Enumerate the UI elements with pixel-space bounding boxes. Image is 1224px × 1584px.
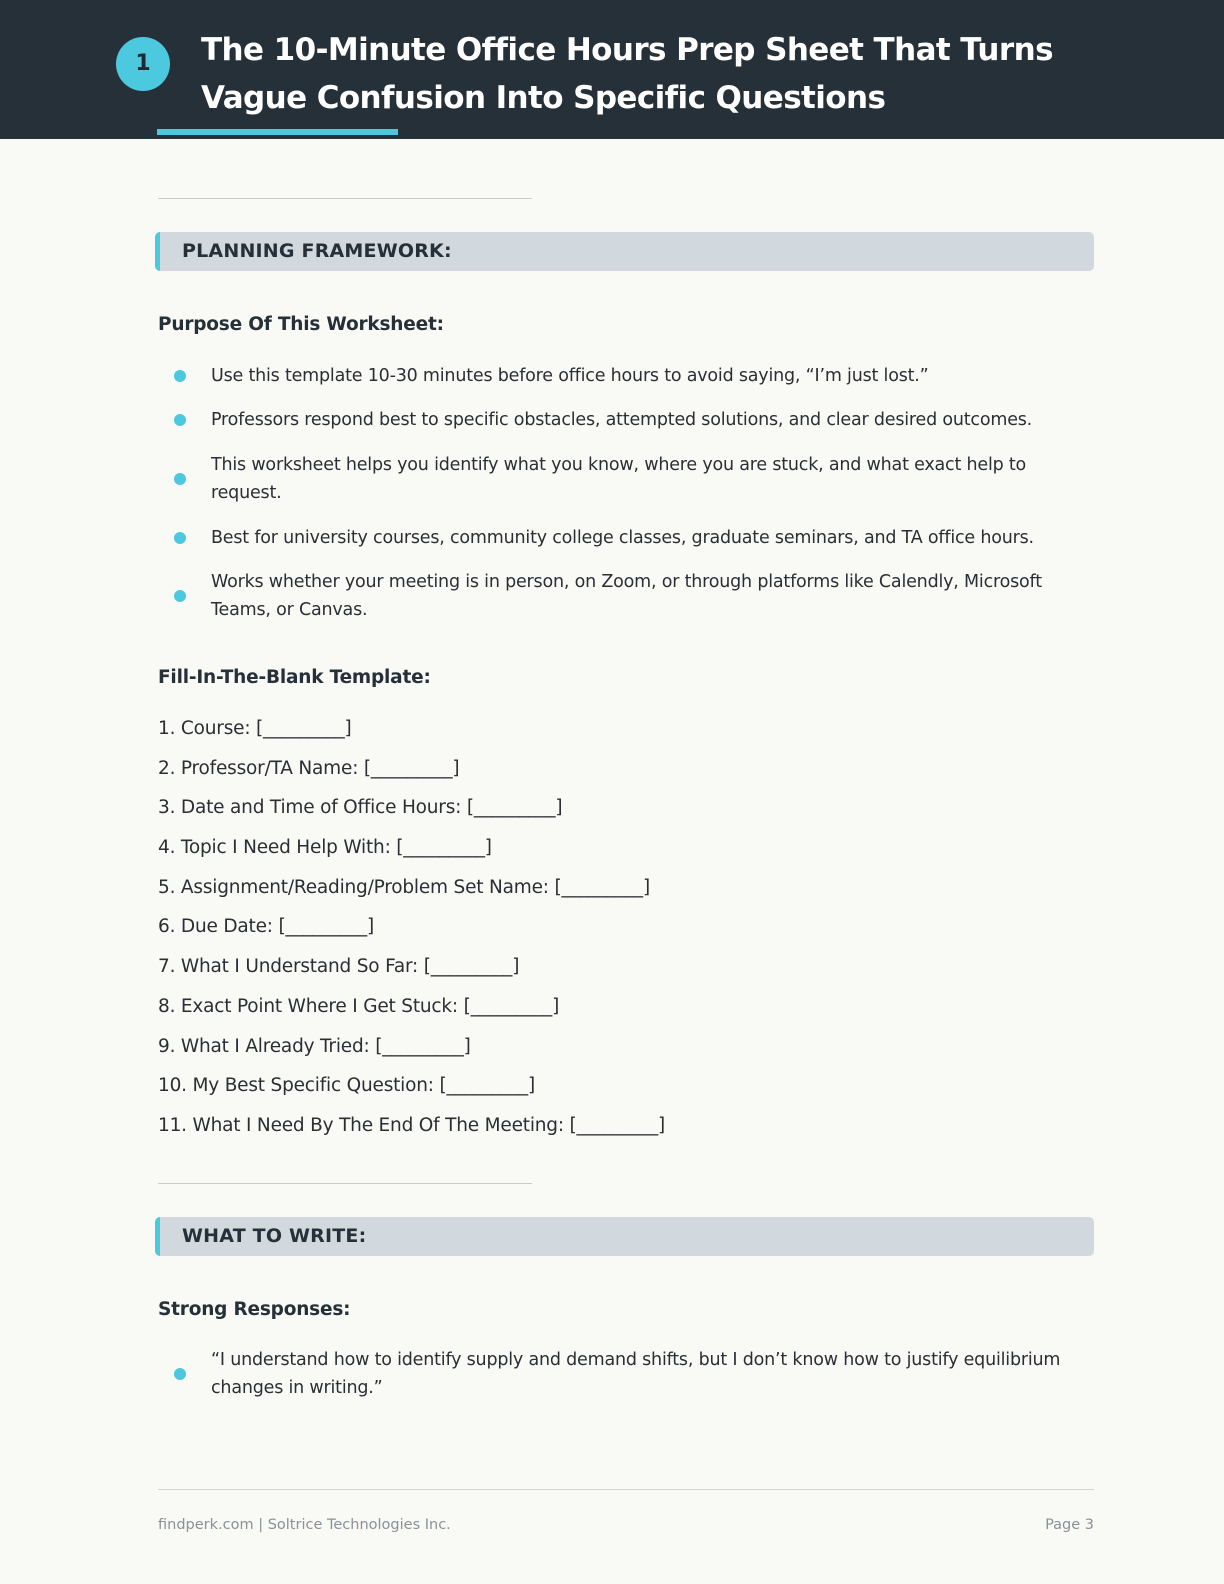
title-accent-bar [157,129,398,135]
section-divider [158,1183,532,1184]
template-item: 1. Course: [_________] [158,718,352,739]
bullet-dot-icon [174,532,186,544]
template-item: 2. Professor/TA Name: [_________] [158,757,460,779]
section-banner-planning [155,232,1094,271]
template-item: 11. What I Need By The End Of The Meeting: [_________] [158,1114,666,1136]
section-banner-label: WHAT TO WRITE: [182,1225,367,1247]
page-header [0,0,1224,139]
fill-in-template-list [158,716,665,1153]
template-item: 6. Due Date: [_________] [158,916,374,938]
template-item: 9. What I Already Tried: [_________] [158,1035,471,1057]
footer-divider [158,1489,1094,1490]
chapter-number-badge: 1 [116,37,170,91]
bullet-text: Use this template 10-30 minutes before office hours to avoid saying, “I’m just lost.” [211,366,929,386]
template-item: 10. My Best Specific Question: [_________] [158,1075,535,1097]
purpose-heading: Purpose Of This Worksheet: [158,314,444,335]
page-number: Page 3 [1045,1517,1094,1533]
bullet-dot-icon [174,370,186,382]
template-heading: Fill-In-The-Blank Template: [158,667,431,688]
strong-responses-heading: Strong Responses: [158,1299,351,1320]
bullet-dot-icon [174,414,186,426]
section-banner-what-to-write [155,1217,1094,1256]
footer-company: findperk.com | Soltrice Technologies Inc. [158,1517,451,1533]
template-item: 5. Assignment/Reading/Problem Set Name: [_________] [158,876,650,898]
bullet-text: Professors respond best to specific obstacles, attempted solutions, and clear desired outcomes. [211,410,1033,430]
bullet-text: This worksheet helps you identify what you know, where you are stuck, and what exact help to request. [211,455,1027,503]
template-item: 3. Date and Time of Office Hours: [_________] [158,797,563,819]
template-item: 7. What I Understand So Far: [_________] [158,956,520,978]
bullet-dot-icon [174,590,186,602]
section-divider [158,198,532,199]
bullet-text: “I understand how to identify supply and demand shifts, but I don’t know how to justify equilibrium changes in writing.” [211,1350,1061,1398]
section-banner-label: PLANNING FRAMEWORK: [182,240,452,262]
bullet-dot-icon [174,1368,186,1380]
template-item: 4. Topic I Need Help With: [_________] [158,837,492,859]
template-item: 8. Exact Point Where I Get Stuck: [_________] [158,995,560,1017]
page-title: The 10-Minute Office Hours Prep Sheet That Turns Vague Confusion Into Specific Questions [201,32,1053,116]
bullet-text: Best for university courses, community college classes, graduate seminars, and TA office hours. [211,528,1034,548]
bullet-dot-icon [174,473,186,485]
bullet-text: Works whether your meeting is in person, on Zoom, or through platforms like Calendly, Microsoft Teams, or Canvas. [211,572,1042,620]
